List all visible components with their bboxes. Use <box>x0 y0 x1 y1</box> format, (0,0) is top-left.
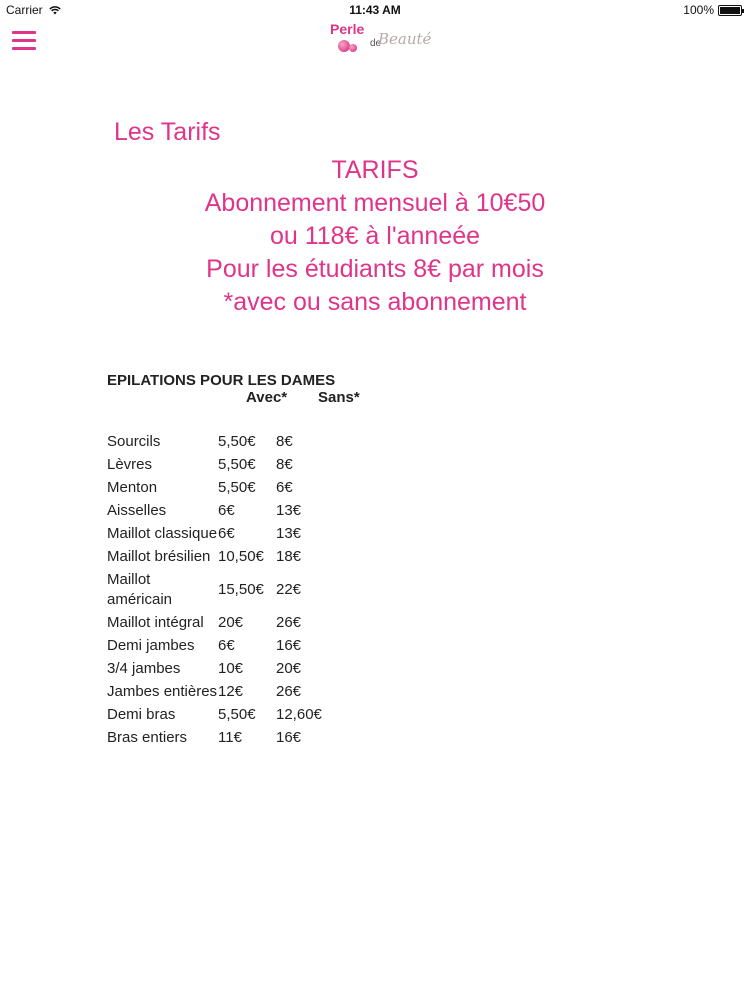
price-sans: 8€ <box>276 433 293 450</box>
promo-line: Abonnement mensuel à 10€50 <box>204 189 546 217</box>
table-row <box>107 430 336 453</box>
price-table-section <box>107 372 360 749</box>
service-name: Bras entiers <box>107 729 188 746</box>
service-name: Maillot intégral <box>107 614 204 631</box>
price-avec: 5,50€ <box>218 433 256 450</box>
battery-status <box>683 3 742 17</box>
price-sans: 12,60€ <box>276 706 322 723</box>
service-name: Demi jambes <box>107 637 195 654</box>
logo-text-beaute: Beauté <box>378 30 432 48</box>
price-table <box>107 430 336 749</box>
service-name: Menton <box>107 479 158 496</box>
status-bar <box>0 0 750 20</box>
column-header-sans: Sans* <box>318 389 360 406</box>
price-avec: 20€ <box>218 614 244 631</box>
price-sans: 6€ <box>276 479 293 496</box>
service-name: 3/4 jambes <box>107 660 181 677</box>
table-row <box>107 634 336 657</box>
table-row <box>107 499 336 522</box>
price-sans: 22€ <box>276 581 302 598</box>
column-header-avec: Avec* <box>246 389 288 406</box>
price-sans: 26€ <box>276 683 302 700</box>
price-sans: 13€ <box>276 525 302 542</box>
pearl-icon-small <box>349 44 357 52</box>
service-name: Jambes entières <box>107 683 218 700</box>
logo-text-de: de <box>370 38 382 49</box>
table-row <box>107 703 336 726</box>
price-avec: 6€ <box>218 637 235 654</box>
price-avec: 6€ <box>218 525 235 542</box>
pricing-promo <box>0 154 750 319</box>
price-avec: 5,50€ <box>218 456 256 473</box>
promo-line: *avec ou sans abonnement <box>223 288 527 316</box>
battery-icon <box>718 5 742 16</box>
page-title: Les Tarifs <box>114 118 221 146</box>
battery-percent: 100% <box>683 3 714 17</box>
service-name: Sourcils <box>107 433 161 450</box>
price-sans: 20€ <box>276 660 302 677</box>
logo-text-perle: Perle <box>330 21 365 37</box>
category-title: EPILATIONS POUR LES DAMES <box>107 372 336 389</box>
price-sans: 16€ <box>276 729 302 746</box>
price-avec: 12€ <box>218 683 244 700</box>
price-avec: 11€ <box>218 729 242 746</box>
table-row <box>107 680 336 703</box>
table-row <box>107 726 336 749</box>
promo-line: ou 118€ à l'anneée <box>269 222 481 250</box>
service-name: Maillot américain <box>107 571 173 608</box>
price-sans: 26€ <box>276 614 302 631</box>
price-sans: 8€ <box>276 456 293 473</box>
price-avec: 5,50€ <box>218 479 256 496</box>
price-avec: 10,50€ <box>218 548 264 565</box>
price-sans: 13€ <box>276 502 302 519</box>
service-name: Maillot brésilien <box>107 548 211 565</box>
table-row <box>107 657 336 680</box>
price-avec: 15,50€ <box>218 581 264 598</box>
price-avec: 5,50€ <box>218 706 256 723</box>
table-row <box>107 568 336 611</box>
carrier-label: Carrier <box>6 3 43 17</box>
service-name: Lèvres <box>107 456 153 473</box>
promo-line: Pour les étudiants 8€ par mois <box>206 255 544 283</box>
table-row <box>107 611 336 634</box>
table-row <box>107 453 336 476</box>
hamburger-menu-icon[interactable] <box>12 31 36 51</box>
promo-line: TARIFS <box>331 156 419 184</box>
app-logo[interactable] <box>325 20 435 62</box>
price-avec: 6€ <box>218 502 235 519</box>
column-headers <box>107 389 360 409</box>
table-row <box>107 476 336 499</box>
table-row <box>107 522 336 545</box>
price-sans: 18€ <box>276 548 302 565</box>
service-name: Demi bras <box>107 706 176 723</box>
price-sans: 16€ <box>276 637 302 654</box>
price-avec: 10€ <box>218 660 244 677</box>
status-time: 11:43 AM <box>349 3 401 17</box>
table-row <box>107 545 336 568</box>
service-name: Aisselles <box>107 502 167 519</box>
service-name: Maillot classique <box>107 525 218 542</box>
